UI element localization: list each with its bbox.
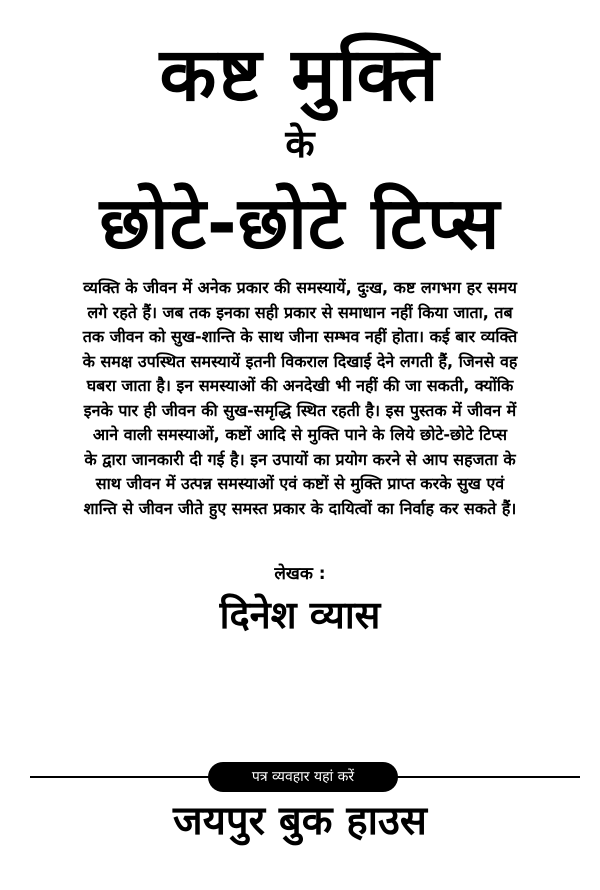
contact-label-badge: पत्र व्यवहार यहां करें: [208, 762, 398, 792]
description-line: तक जीवन को सुख-शान्ति के साथ जीना सम्भव नहीं होता। कई बार व्यक्ति: [82, 327, 518, 346]
description-paragraph: [30, 276, 570, 521]
title-line-1: कष्ट मुक्ति: [159, 32, 441, 118]
description-line: साथ जीवन में उत्पन्न समस्याओं एवं कष्टों से मुक्ति प्राप्त करके सुख एवं: [95, 474, 505, 493]
description-line: शान्ति से जीवन जीते हुए समस्त प्रकार के दायित्वों का निर्वाह कर सकते हैं।: [83, 498, 517, 518]
description-line: घबरा जाता है। इन समस्याओं की अनदेखी भी नहीं की जा सकती, क्योंकि: [86, 376, 514, 395]
author-label: लेखक :: [274, 564, 326, 584]
description-line: इनके पार ही जीवन की सुख-समृद्धि स्थित रहती है। इस पुस्तक में जीवन में: [83, 400, 517, 420]
description-line: आने वाली समस्याओं, कष्टों आदि से मुक्ति पाने के लिये छोटे-छोटे टिप्स: [92, 425, 508, 444]
title-line-2: के: [285, 122, 315, 166]
description-line: के समक्ष उपस्थित समस्यायें इतनी विकराल दिखाई देने लगती हैं, जिनसे वह: [82, 351, 518, 371]
publisher-name: जयपुर बुक हाउस: [173, 798, 427, 844]
description-line: व्यक्ति के जीवन में अनेक प्रकार की समस्यायें, दुःख, कष्ट लगभग हर समय: [83, 278, 517, 297]
title-line-3: छोटे-छोटे टिप्स: [99, 181, 501, 265]
description-line: लगे रहते हैं। जब तक इनका सही प्रकार से समाधान नहीं किया जाता, तब: [87, 302, 513, 322]
description-line: के द्वारा जानकारी दी गई है। इन उपायों का प्रयोग करने से आप सहजता के: [84, 449, 516, 469]
author-name: दिनेश व्यास: [219, 593, 381, 637]
